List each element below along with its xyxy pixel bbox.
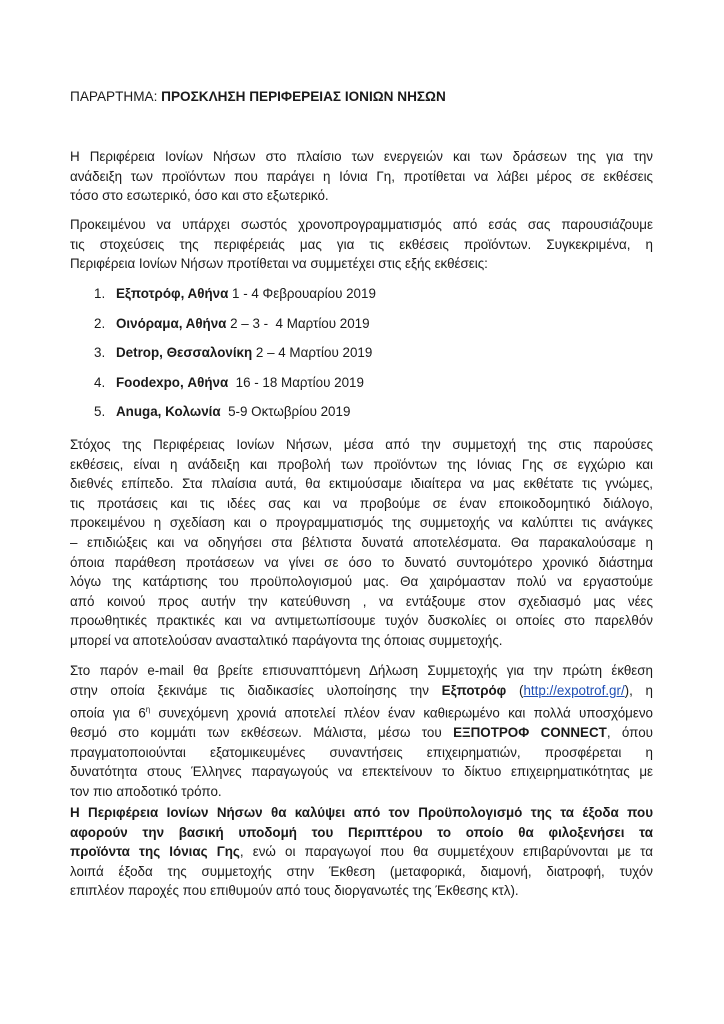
paragraph-line: δυνατότητα στους Έλληνες παραγωγούς να επεκτείνουν το δίκτυο επιχειρηματικότητας με <box>70 764 653 780</box>
paragraph-line <box>70 700 653 723</box>
expotrof-link[interactable]: http://expotrof.gr/ <box>523 682 625 698</box>
paragraph-line: όποια παράθεση προτάσεων να γίνει σε όσο το δυνατό συντομότερο χρονικό διάστημα <box>70 554 653 570</box>
paragraph-line: λοιπά έξοδα της συμμετοχής στην Έκθεση (μεταφορικά, διαμονή, διατροφή, τυχόν <box>70 863 653 879</box>
exhibition-name: Foodexpo, Αθήνα <box>116 374 229 390</box>
paragraph-line: τις προτάσεις και τις ιδέες σας και να προβούμε σε έναν εποικοδομητικό διάλογο, <box>70 495 653 511</box>
paragraph-line: ανάδειξη των προϊόντων που παράγει η Ιόνια Γη, προτίθεται να λάβει μέρος σε εκθέσεις <box>70 168 653 184</box>
text-run: ( <box>506 682 524 698</box>
exhibition-dates: 2 – 3 - 4 Μαρτίου 2019 <box>226 315 370 331</box>
paragraph-line: αφορούν την βασική υποδομή του Περιπτέρου το οποίο θα φιλοξενήσει τα <box>70 824 653 840</box>
exhibition-item <box>94 343 376 373</box>
list-number: 2. <box>94 315 106 331</box>
paragraph-line: Στόχος της Περιφέρειας Ιονίων Νήσων, μέσα από την συμμετοχή της στις παρούσες <box>70 437 653 452</box>
document-title <box>70 89 446 104</box>
exhibition-dates: 1 - 4 Φεβρουαρίου 2019 <box>228 286 376 301</box>
exhibition-item <box>94 284 376 314</box>
paragraph-line: μπορεί να αποτελούσαν ανασταλτικό παράγοντα της όποιας συμμετοχής. <box>70 632 503 648</box>
paragraph-line: προκειμένου η σχεδίαση και ο προγραμματισμός της συμμετοχής να καλύπτει τις ανάγκες <box>70 515 653 531</box>
paragraph-line: πραγματοποιούνται εξατομικευμένες συναντήσεις επιχειρηματιών, προσφέρεται η <box>70 744 653 760</box>
text-run: ), η <box>624 682 653 698</box>
paragraph-line: εκθέσεις, είναι η ανάδειξη και προβολή των προϊόντων της Ιόνιας Γης σε εγχώριο και <box>70 456 653 472</box>
title-main: ΠΡΟΣΚΛΗΣΗ ΠΕΡΙΦΕΡΕΙΑΣ ΙΟΝΙΩΝ ΝΗΣΩΝ <box>161 89 446 104</box>
goals-paragraph <box>70 435 653 651</box>
intro-paragraph <box>70 147 653 206</box>
expotrof-connect-bold: ΕΞΠΟΤΡΟΦ CONNECT <box>453 725 607 741</box>
exhibition-item <box>94 373 376 403</box>
paragraph-line: επιπλέον παροχές που επιθυμούν από τους διοργανωτές της Έκθεσης κτλ). <box>70 883 519 899</box>
costs-paragraph <box>70 803 653 901</box>
list-number: 4. <box>94 374 106 390</box>
text-run: , ενώ οι παραγωγοί που θα συμμετέχουν επιβαρύνονται με τα <box>239 844 653 860</box>
expotrof-bold: Εξποτρόφ <box>441 682 507 698</box>
paragraph-line: τόσο στο εσωτερικό, όσο και στο εξωτερικό. <box>70 188 329 204</box>
exhibition-name: Οινόραμα, Αθήνα <box>116 315 227 331</box>
paragraph-line: Περιφέρεια Ιονίων Νήσων προτίθεται να συμμετέχει στις εξής εκθέσεις: <box>70 256 488 272</box>
text-run: , όπου <box>606 725 653 741</box>
exhibition-name: Anuga, Κολωνία <box>116 404 221 420</box>
text-run: στην οποία ξεκινάμε τις διαδικασίες υλοποίησης την <box>70 682 442 698</box>
text-run: οποία για 6 <box>70 705 146 721</box>
paragraph-line: Στο παρόν e-mail θα βρείτε επισυναπτόμενη Δήλωση Συμμετοχής για την πρώτη έκθεση <box>70 663 653 678</box>
paragraph-line: Η Περιφέρεια Ιονίων Νήσων στο πλαίσιο των ενεργειών και των δράσεων της για την <box>70 149 653 164</box>
list-number: 1. <box>94 286 106 301</box>
exhibition-list <box>94 284 376 432</box>
exhibition-item <box>94 402 376 432</box>
title-prefix: ΠΑΡΑΡΤΗΜΑ: <box>70 89 162 104</box>
exhibition-dates: 2 – 4 Μαρτίου 2019 <box>252 345 373 361</box>
paragraph-line <box>70 723 653 743</box>
paragraph-line: προωθητικές πρακτικές και να αντιμετωπίσουμε τυχόν δυσκολίες οι οποίες στο παρελθόν <box>70 613 653 629</box>
list-number: 5. <box>94 404 106 420</box>
paragraph-line: Η Περιφέρεια Ιονίων Νήσων θα καλύψει από τον Προϋπολογισμό της τα έξοδα που <box>70 805 653 820</box>
paragraph-line: – επιδιώξεις και να οδηγήσει στα βέλτιστα δυνατά αποτελέσματα. Θα παρακαλούσαμε η <box>70 534 653 550</box>
paragraph-line <box>70 681 653 701</box>
paragraph-line: Προκειμένου να υπάρχει σωστός χρονοπρογραμματισμός από εσάς σας παρουσιάζουμε <box>70 217 653 232</box>
text-run: θεσμό στο κομμάτι των εκθέσεων. Μάλιστα, μέσω του <box>70 725 454 741</box>
paragraph-line: τον πιο αποδοτικό τρόπο. <box>70 784 222 800</box>
paragraph-line <box>70 842 653 862</box>
paragraph-line: τις στοχεύσεις της περιφέρειάς μας για τις εκθέσεις προϊόντων. Συγκεκριμένα, η <box>70 236 653 252</box>
list-number: 3. <box>94 345 106 361</box>
expotrof-paragraph <box>70 661 653 802</box>
paragraph-line: λόγω της κατάρτισης του προϋπολογισμού μας. Θα χαιρόμασταν πολύ να εργαστούμε <box>70 574 653 590</box>
ionian-products-bold: προϊόντα της Ιόνιας Γης <box>70 844 240 860</box>
paragraph-line: από κοινού προς αυτήν την κατεύθυνση , να εντάξουμε στον σχεδιασμό μας νέες <box>70 593 653 609</box>
exhibition-name: Εξποτρόφ, Αθήνα <box>116 286 229 301</box>
schedule-paragraph <box>70 215 653 274</box>
exhibition-item <box>94 314 376 344</box>
exhibition-dates: 16 - 18 Μαρτίου 2019 <box>228 374 364 390</box>
paragraph-line: διεθνές επίπεδο. Στα πλαίσια αυτά, θα εκτιμούσαμε ιδιαίτερα να μας εκθέτατε τις γνώμες, <box>70 476 653 492</box>
text-run: συνεχόμενη χρονιά αποτελεί πλέον έναν καθιερωμένο και πολλά υποσχόμενο <box>150 705 653 721</box>
exhibition-name: Detrop, Θεσσαλονίκη <box>116 345 253 361</box>
ordinal-superscript: η <box>145 705 151 715</box>
exhibition-dates: 5-9 Οκτωβρίου 2019 <box>220 404 351 420</box>
